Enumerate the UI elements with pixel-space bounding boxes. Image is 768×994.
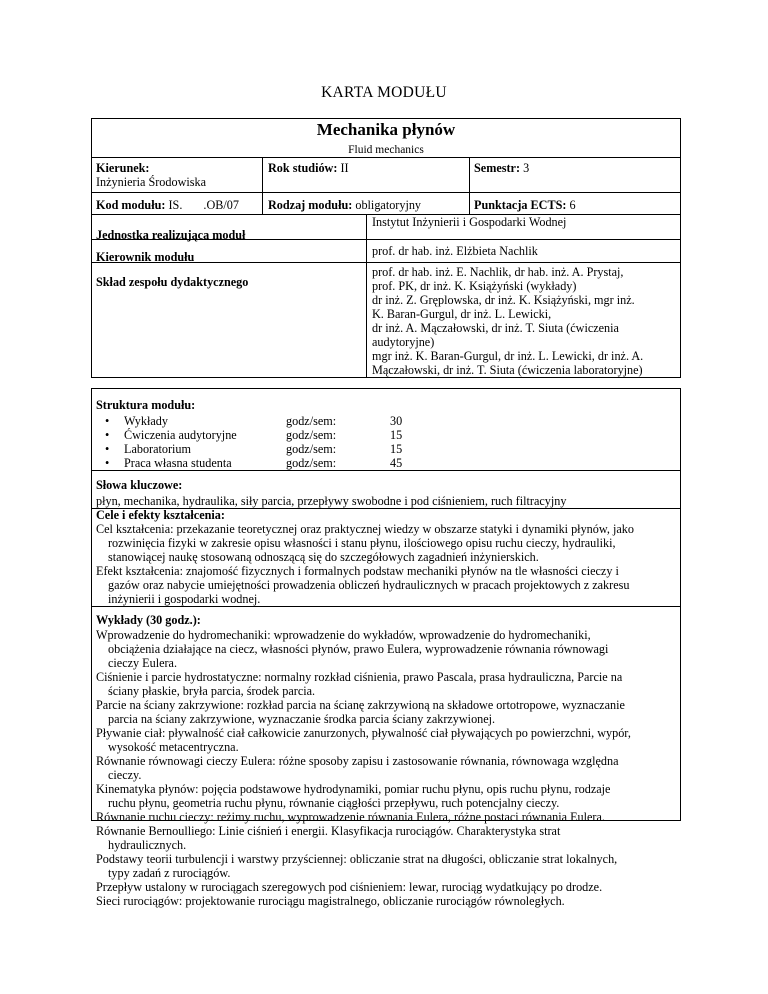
text-line: Ciśnienie i parcie hydrostatyczne: normalny rozkład ciśnienia, prawo Pascala, prasa hydrauliczna, Parcie na xyxy=(96,670,623,684)
rok-label: Rok studiów: xyxy=(268,161,338,175)
text-line: prof. dr hab. inż. E. Nachlik, dr hab. inż. A. Prystaj, xyxy=(372,265,624,279)
structure-list xyxy=(96,414,416,470)
structure-item-label: Wykłady xyxy=(124,414,168,428)
structure-hours-value: 15 xyxy=(390,428,403,442)
kod-value-a: IS. xyxy=(168,198,183,212)
keywords-text: płyn, mechanika, hydraulika, siły parcia, przepływy swobodne i pod ciśnieniem, ruch filtracyjny xyxy=(96,494,567,508)
lecture-topic xyxy=(96,880,680,894)
text-line: Pływanie ciał: pływalność ciał całkowicie zanurzonych, pływalność ciał pływających po powierzchni, wypór, xyxy=(96,726,631,740)
lecture-topic xyxy=(96,726,680,754)
text-line: Podstawy teorii turbulencji i warstwy przyściennej: obliczanie strat na długości, obliczanie strat lokalnych, xyxy=(96,852,618,866)
text-line: typy zadań z rurociągów. xyxy=(108,866,231,880)
semestr-cell xyxy=(474,161,529,175)
text-line: audytoryjne) xyxy=(372,335,435,349)
text-line: dr inż. A. Mączałowski, dr inż. T. Siuta (ćwiczenia xyxy=(372,321,619,335)
text-line: Mączałowski, dr inż. T. Siuta (ćwiczenia laboratoryjne) xyxy=(372,363,643,377)
text-line: parcia na ściany zakrzywione, wyznaczanie środka parcia ściany zakrzywionej. xyxy=(108,712,496,726)
rok-value: II xyxy=(340,161,349,175)
lecture-topic xyxy=(96,698,680,726)
text-line: stanowiącej naukę stosowaną odnoszącą się do szczegółowych zagadnień inżynierskich. xyxy=(108,550,539,564)
text-line: Równanie Bernoulliego: Linie ciśnień i energii. Klasyfikacja rurociągów. Charakterystyka strat xyxy=(96,824,561,838)
text-line: dr inż. Z. Gręplowska, dr inż. K. Książyński, mgr inż. xyxy=(372,293,635,307)
lecture-topic xyxy=(96,754,680,782)
kierownik-label: Kierownik modułu xyxy=(96,250,195,264)
jednostka-value: Instytut Inżynierii i Gospodarki Wodnej xyxy=(372,215,567,229)
ects-cell xyxy=(474,198,576,212)
kod-label: Kod modułu: xyxy=(96,198,166,212)
text-line: mgr inż. K. Baran-Gurgul, dr inż. L. Lewicki, dr inż. A. xyxy=(372,349,644,363)
keywords-heading: Słowa kluczowe: xyxy=(96,478,183,492)
ects-value: 6 xyxy=(569,198,576,212)
lecture-topic xyxy=(96,894,680,908)
structure-hours-value: 45 xyxy=(390,456,403,470)
divider xyxy=(91,606,681,607)
ects-label: Punktacja ECTS: xyxy=(474,198,567,212)
structure-item-label: Ćwiczenia audytoryjne xyxy=(124,428,237,442)
module-name-english: Fluid mechanics xyxy=(348,144,424,156)
sklad-label: Skład zespołu dydaktycznego xyxy=(96,275,249,289)
text-line: Równanie równowagi cieczy Eulera: różne sposoby zapisu i zastosowanie równania, równowaga względna xyxy=(96,754,619,768)
rodzaj-cell xyxy=(268,198,421,212)
structure-hours-label: godz/sem: xyxy=(286,428,337,442)
document-title: KARTA MODUŁU xyxy=(321,84,447,101)
structure-hours-label: godz/sem: xyxy=(286,414,337,428)
kierunek-value: Inżynieria Środowiska xyxy=(96,175,206,189)
kierunek-cell xyxy=(96,161,206,189)
text-line: gazów oraz nabycie umiejętności prowadzenia obliczeń hydraulicznych w pracach projektowych z zakresu xyxy=(108,578,630,592)
structure-hours-value: 15 xyxy=(390,442,403,456)
kierownik-value: prof. dr hab. inż. Elżbieta Nachlik xyxy=(372,244,538,258)
module-name: Mechanika płynów xyxy=(316,120,456,139)
text-line: cieczy Eulera. xyxy=(108,656,178,670)
structure-item xyxy=(96,414,416,428)
semestr-label: Semestr: xyxy=(474,161,521,175)
semestr-value: 3 xyxy=(523,161,530,175)
structure-hours-label: godz/sem: xyxy=(286,442,337,456)
sklad-value xyxy=(372,265,678,377)
lecture-topic xyxy=(96,628,680,670)
text-line: rozwinięcia fizyki w zakresie opisu własności i stanu płynu, ilościowego opisu ruchu cieczy, hydrauliki, xyxy=(108,536,616,550)
text-line: Efekt kształcenia: znajomość fizycznych i formalnych podstaw mechaniki płynów na tle własności cieczy i xyxy=(96,564,619,578)
lecture-topic xyxy=(96,782,680,810)
structure-hours-value: 30 xyxy=(390,414,403,428)
kod-cell xyxy=(96,198,239,212)
goals-cel xyxy=(96,522,680,564)
lecture-topic xyxy=(96,670,680,698)
text-line: wysokość metacentryczna. xyxy=(108,740,239,754)
structure-item-label: Praca własna studenta xyxy=(124,456,232,470)
text-line: ściany płaskie, bryła parcia, środek parcia. xyxy=(108,684,316,698)
lecture-topic xyxy=(96,810,680,824)
structure-item xyxy=(96,456,416,470)
rodzaj-value: obligatoryjny xyxy=(355,198,422,212)
text-line: prof. PK, dr inż. K. Książyński (wykłady) xyxy=(372,279,577,293)
lecture-topic xyxy=(96,824,680,852)
divider xyxy=(91,192,681,193)
rodzaj-label: Rodzaj modułu: xyxy=(268,198,353,212)
lectures-heading: Wykłady (30 godz.): xyxy=(96,613,201,627)
text-line: Przepływ ustalony w rurociągach szeregowych pod ciśnieniem: lewar, rurociąg wydatkujący po drodze. xyxy=(96,880,603,894)
divider xyxy=(91,262,681,263)
structure-item xyxy=(96,428,416,442)
text-line: Kinematyka płynów: pojęcia podstawowe hydrodynamiki, pomiar ruchu płynu, opis ruchu płynu, rodzaje xyxy=(96,782,611,796)
structure-heading: Struktura modułu: xyxy=(96,398,196,412)
goals-efekt xyxy=(96,564,680,606)
goals-heading: Cele i efekty kształcenia: xyxy=(96,508,225,522)
text-line: K. Baran-Gurgul, dr inż. L. Lewicki, xyxy=(372,307,552,321)
text-line: inżynierii i gospodarki wodnej. xyxy=(108,592,261,606)
text-line: Cel kształcenia: przekazanie teoretycznej oraz praktycznej wiedzy w obszarze statyki i dynamiki płynów, jako xyxy=(96,522,634,536)
structure-item-label: Laboratorium xyxy=(124,442,192,456)
text-line: obciążenia działające na ciecz, własności płynów, prawo Eulera, wyprowadzenie równania równowagi xyxy=(108,642,609,656)
text-line: Wprowadzenie do hydromechaniki: wprowadzenie do wykładów, wprowadzenie do hydromechaniki, xyxy=(96,628,591,642)
text-line: Sieci rurociągów: projektowanie rurociągu magistralnego, obliczanie rurociągów równoległych. xyxy=(96,894,565,908)
text-line: hydraulicznych. xyxy=(108,838,187,852)
structure-item xyxy=(96,442,416,456)
text-line: cieczy. xyxy=(108,768,142,782)
divider xyxy=(469,157,470,215)
lectures-list xyxy=(96,628,680,908)
divider xyxy=(91,470,681,471)
kod-value-b: .OB/07 xyxy=(203,198,239,212)
text-line: Parcie na ściany zakrzywione: rozkład parcia na ścianę zakrzywioną na składowe ortotropowe, wyznaczanie xyxy=(96,698,625,712)
lecture-topic xyxy=(96,852,680,880)
divider xyxy=(262,157,263,215)
text-line: Równanie ruchu cieczy: reżimy ruchu, wyprowadzenie równania Eulera, różne postaci równania Eulera. xyxy=(96,810,605,824)
kierunek-label: Kierunek: xyxy=(96,161,150,175)
text-line: ruchu płynu, geometria ruchu płynu, równanie ciągłości przepływu, ruch potencjalny cieczy. xyxy=(108,796,560,810)
rok-cell xyxy=(268,161,349,175)
structure-hours-label: godz/sem: xyxy=(286,456,337,470)
divider xyxy=(91,157,681,158)
jednostka-label: Jednostka realizująca moduł xyxy=(96,228,246,242)
divider xyxy=(91,239,681,240)
